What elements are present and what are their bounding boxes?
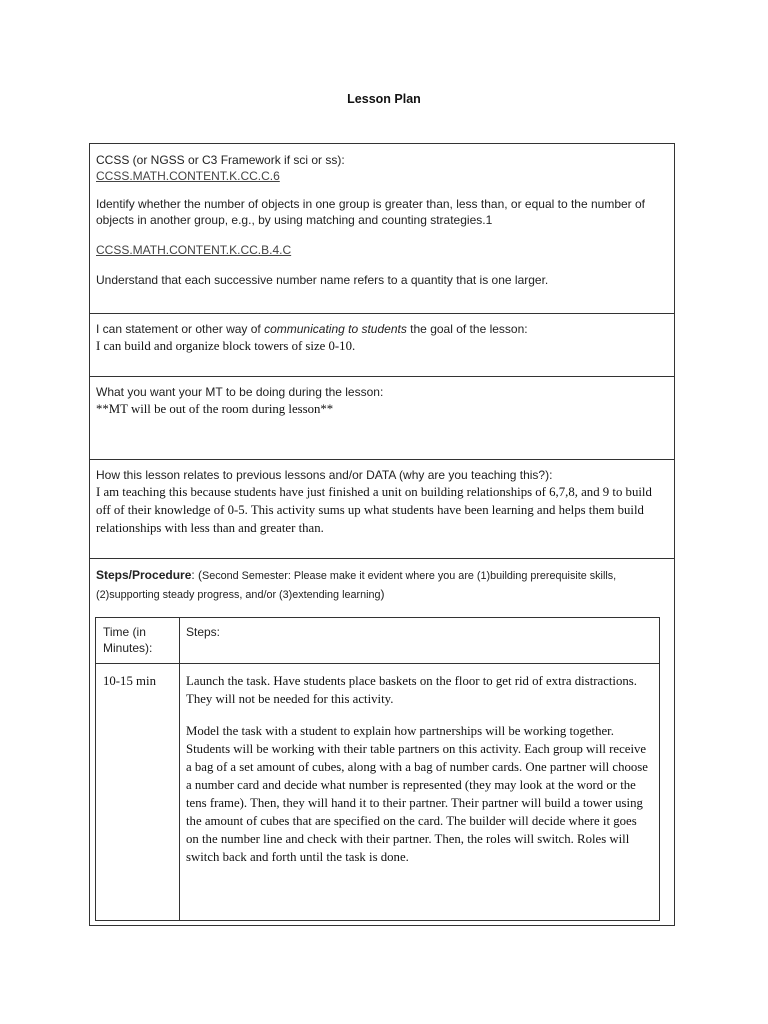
step-launch: Launch the task. Have students place baskets on the floor to get rid of extra distractions. They will not be needed for this activity. [186,674,637,706]
header-divider [96,663,659,664]
i-can-section [90,321,674,355]
divider [90,313,674,314]
relation-heading: How this lesson relates to previous lessons and/or DATA (why are you teaching this?): [96,468,553,482]
header-time: Time (in Minutes): [103,625,153,655]
page-title: Lesson Plan [347,92,421,106]
divider [90,376,674,377]
steps-heading-bold: Steps/Procedure [96,568,192,582]
steps-heading-close: ) [380,587,385,601]
steps-section [90,566,674,604]
lesson-plan-table [89,143,675,926]
divider [90,459,674,460]
ccss-heading: CCSS (or NGSS or C3 Framework if sci or ss): [96,153,345,167]
row-steps [186,672,648,866]
mt-section [90,384,674,418]
relation-text: I am teaching this because students have just finished a unit on building relationships of 6,7,8, and 9 to build off of their knowledge of 0-5. This activity sums up what students have been learning and helps them build relationships with less than and greater than. [96,485,652,535]
i-can-heading [96,321,668,337]
relation-section [90,467,674,537]
steps-heading-colon: : ( [191,568,203,582]
steps-heading [96,566,668,604]
i-can-text: I can build and organize block towers of size 0-10. [96,339,356,353]
divider [90,558,674,559]
step-model: Model the task with a student to explain how partnerships will be working together. Students will be working with their table partners on this activity. Each group will receive a bag of a set amount of cubes, along with a bag of number cards. One partner will choose a number card and decide what number is represented (they may look at the word or the tens frame). Then, they will hand it to their partner. Their partner will build a tower using the amount of cubes that are specified on the card. The builder will decide where it goes on the number line and check with their partner. Then, the roles will switch. Roles will switch back and forth until the task is done. [186,724,648,864]
i-can-heading-pre: I can statement or other way of [96,322,265,336]
row-time: 10-15 min [103,674,156,688]
standard-1-text: Identify whether the number of objects in one group is greater than, less than, or equal to the number of objects in another group, e.g., by using matching and counting strategies.1 [96,197,645,227]
header-steps: Steps: [186,625,221,639]
mt-heading: What you want your MT to be doing during the lesson: [96,385,384,399]
standard-1-link[interactable]: CCSS.MATH.CONTENT.K.CC.C.6 [96,169,280,183]
mt-text: **MT will be out of the room during lesson** [96,402,334,416]
i-can-heading-post: the goal of the lesson: [406,322,528,336]
ccss-section [90,152,674,288]
steps-heading-note: Second Semester: Please make it evident where you are (1)building prerequisite skills, (2)supporting steady progress, and/or (3)extending learning [96,570,617,601]
standard-2-link[interactable]: CCSS.MATH.CONTENT.K.CC.B.4.C [96,243,292,257]
standard-2-text: Understand that each successive number name refers to a quantity that is one larger. [96,273,549,287]
i-can-heading-italic: communicating to students [264,322,407,336]
steps-table [95,617,660,921]
